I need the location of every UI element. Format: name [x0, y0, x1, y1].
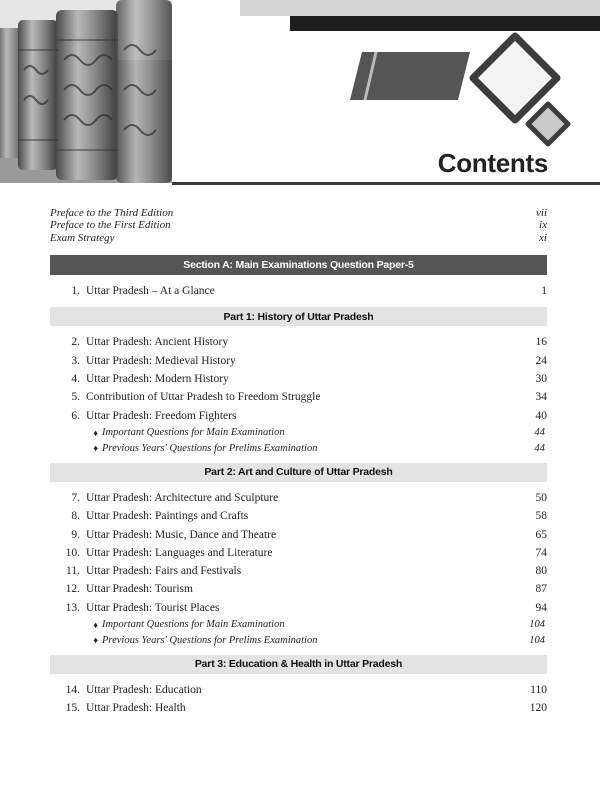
diamond-bullet-icon: ♦ — [93, 619, 98, 630]
diamond-bullet-icon: ♦ — [93, 635, 98, 646]
chapter-number: 14. — [65, 684, 80, 696]
toc-subitem[interactable] — [50, 440, 547, 456]
chapter-number: 4. — [71, 373, 80, 386]
subitem-page: 104 — [529, 619, 545, 631]
diamond-bullet-icon: ♦ — [93, 443, 98, 454]
part-3-header: Part 3: Education & Health in Uttar Pradesh — [50, 655, 547, 674]
part-1-header: Part 1: History of Uttar Pradesh — [50, 307, 547, 326]
chapter-title: Uttar Pradesh: Architecture and Sculpture — [86, 491, 279, 504]
toc-entry[interactable] — [50, 388, 547, 406]
diamond-bullet-icon: ♦ — [93, 427, 98, 438]
chapter-number: 8. — [71, 510, 80, 523]
chapter-number: 15. — [65, 702, 80, 715]
chapter-title: Uttar Pradesh: Freedom Fighters — [86, 409, 237, 422]
chapter-page: 50 — [535, 491, 547, 504]
chapter-title: Uttar Pradesh: Tourist Places — [86, 601, 220, 614]
chapter-page: 80 — [535, 565, 547, 578]
chapter-title: Uttar Pradesh: Paintings and Crafts — [86, 510, 249, 523]
chapter-title: Uttar Pradesh: Languages and Literature — [86, 546, 273, 559]
toc-entry[interactable] — [50, 681, 547, 699]
chapter-page: 24 — [535, 354, 547, 367]
toc-entry[interactable] — [50, 370, 547, 388]
chapter-number: 7. — [71, 491, 80, 504]
chapter-number: 11. — [66, 565, 80, 578]
preface-page: ix — [539, 219, 547, 232]
toc-entry[interactable] — [50, 282, 547, 300]
chapter-page: 58 — [535, 510, 547, 523]
chapter-number: 13. — [65, 601, 80, 614]
toc-entry[interactable] — [50, 562, 547, 580]
toc-entry[interactable] — [50, 333, 547, 351]
subitem-title: Important Questions for Main Examination — [102, 427, 285, 439]
toc-subitem[interactable] — [50, 632, 547, 648]
toc-entry[interactable] — [50, 580, 547, 598]
preface-label: Exam Strategy — [50, 231, 115, 244]
toc-subitem[interactable] — [50, 617, 547, 633]
chapter-number: 6. — [71, 409, 80, 422]
chapter-page: 120 — [529, 702, 547, 715]
part-2-header: Part 2: Art and Culture of Uttar Pradesh — [50, 463, 547, 482]
chapter-title: Contribution of Uttar Pradesh to Freedom Struggle — [86, 391, 321, 404]
chapter-number: 2. — [71, 336, 80, 349]
chapter-number: 3. — [71, 354, 80, 367]
chapter-page: 65 — [535, 528, 547, 541]
chapter-title: Uttar Pradesh: Ancient History — [86, 336, 229, 349]
preface-item[interactable] — [50, 207, 547, 219]
chapter-page: 1 — [541, 285, 547, 298]
toc-entry[interactable] — [50, 599, 547, 617]
subitem-page: 44 — [534, 442, 545, 454]
preface-page: vii — [536, 207, 547, 219]
chapter-number: 1. — [71, 285, 80, 298]
toc-entry[interactable] — [50, 544, 547, 562]
toc-entry[interactable] — [50, 352, 547, 370]
diamond-decor-icon — [440, 30, 580, 150]
chapter-title: Uttar Pradesh: Medieval History — [86, 354, 236, 367]
chapter-title: Uttar Pradesh: Modern History — [86, 373, 229, 386]
section-a-header: Section A: Main Examinations Question Paper-5 — [50, 255, 547, 275]
chapter-title: Uttar Pradesh: Music, Dance and Theatre — [86, 528, 277, 541]
toc-entry[interactable] — [50, 406, 547, 424]
chapter-title: Uttar Pradesh – At a Glance — [86, 285, 215, 298]
toc-entry[interactable] — [50, 699, 547, 717]
chapter-page: 16 — [535, 336, 547, 349]
subitem-page: 44 — [534, 427, 545, 439]
chapter-page: 74 — [535, 546, 547, 559]
chapter-number: 12. — [65, 583, 80, 596]
chapter-page: 34 — [535, 391, 547, 404]
chapter-number: 10. — [65, 546, 80, 559]
subitem-title: Previous Years' Questions for Prelims Examination — [102, 634, 318, 646]
chapter-number: 9. — [71, 528, 80, 541]
chapter-page: 110 — [530, 684, 547, 696]
subitem-title: Previous Years' Questions for Prelims Examination — [102, 442, 318, 454]
chapter-title: Uttar Pradesh: Education — [86, 684, 202, 696]
preface-item[interactable] — [50, 232, 547, 244]
chapter-title: Uttar Pradesh: Health — [86, 702, 186, 715]
chapter-title: Uttar Pradesh: Fairs and Festivals — [86, 565, 242, 578]
toc-entry[interactable] — [50, 525, 547, 543]
chapter-page: 94 — [535, 601, 547, 614]
preface-item[interactable] — [50, 219, 547, 231]
page-title: Contents — [437, 148, 548, 178]
toc-entry[interactable] — [50, 489, 547, 507]
subitem-page: 104 — [529, 634, 545, 646]
toc-entry[interactable] — [50, 507, 547, 525]
table-of-contents — [50, 255, 547, 717]
subitem-title: Important Questions for Main Examination — [102, 619, 285, 631]
title-rule — [172, 182, 600, 185]
chapter-page: 30 — [535, 373, 547, 386]
preface-label: Preface to the Third Edition — [50, 207, 174, 219]
chapter-title: Uttar Pradesh: Tourism — [86, 583, 193, 596]
preface-page: xi — [539, 231, 547, 244]
toc-subitem[interactable] — [50, 425, 547, 441]
chapter-page: 87 — [535, 583, 547, 596]
preface-list — [50, 207, 547, 244]
chapter-page: 40 — [535, 409, 547, 422]
chapter-number: 5. — [71, 391, 80, 404]
preface-label: Preface to the First Edition — [50, 219, 171, 232]
